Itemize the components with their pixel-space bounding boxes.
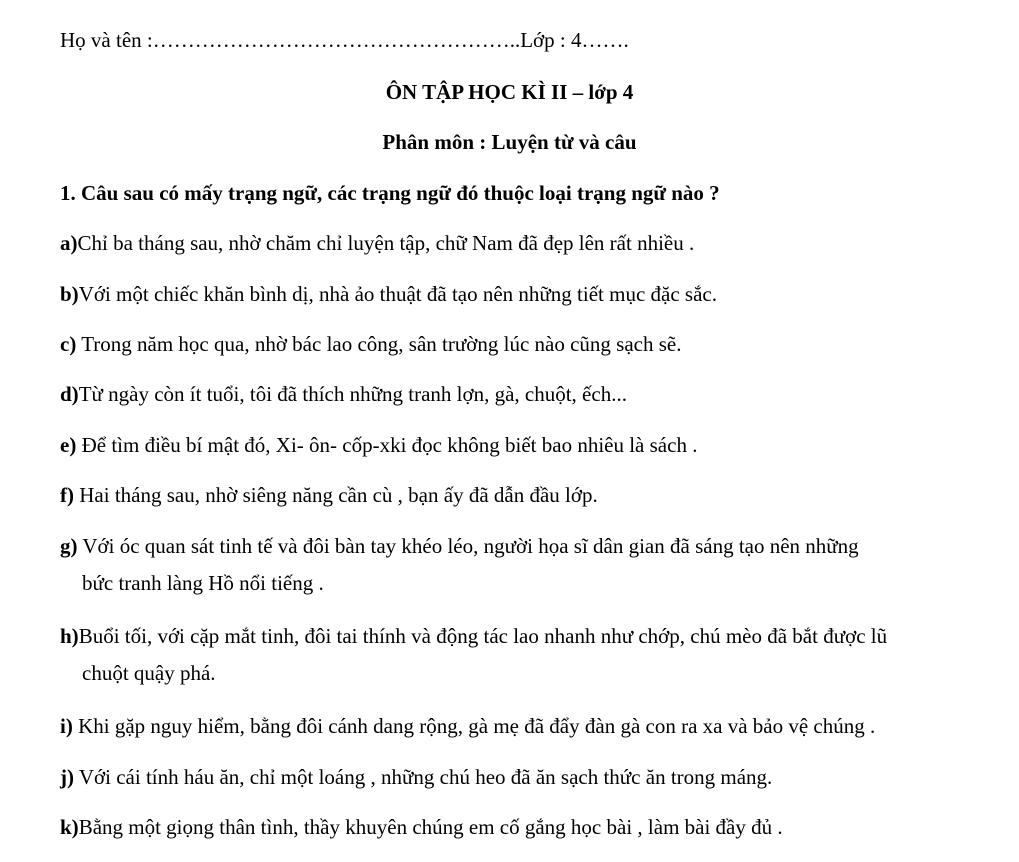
item-text: Bằng một giọng thân tình, thầy khuyên chúng em cố gắng học bài , làm bài đầy đủ .	[78, 815, 783, 839]
item-label: c)	[60, 332, 77, 356]
item-text-continued: chuột quậy phá.	[82, 661, 216, 685]
name-class-line: Họ và tên :……………………………………………..Lớp : 4…….	[60, 28, 629, 52]
exercise-item-i	[60, 714, 875, 739]
item-text: Từ ngày còn ít tuổi, tôi đã thích những tranh lợn, gà, chuột, ếch...	[78, 382, 627, 406]
item-text: Chỉ ba tháng sau, nhờ chăm chỉ luyện tập, chữ Nam đã đẹp lên rất nhiều .	[77, 231, 695, 255]
page-title: ÔN TẬP HỌC KÌ II – lớp 4	[385, 80, 634, 104]
exercise-item-k	[60, 815, 783, 840]
exercise-item-b	[60, 282, 717, 307]
item-text: Với óc quan sát tinh tế và đôi bàn tay khéo léo, người họa sĩ dân gian đã sáng tạo nên những	[77, 534, 859, 558]
item-text: Buổi tối, với cặp mắt tinh, đôi tai thính và động tác lao nhanh như chớp, chú mèo đã bắt được lũ	[78, 624, 888, 648]
item-text: Hai tháng sau, nhờ siêng năng cần cù , bạn ấy đã dẫn đầu lớp.	[74, 483, 598, 507]
item-label: e)	[60, 433, 77, 457]
item-text: Khi gặp nguy hiểm, bằng đôi cánh dang rộng, gà mẹ đã đẩy đàn gà con ra xa và bảo vệ chúng .	[72, 714, 876, 738]
exercise-item-a	[60, 231, 694, 256]
item-label: b)	[60, 282, 79, 306]
item-text: Với một chiếc khăn bình dị, nhà ảo thuật đã tạo nên những tiết mục đặc sắc.	[78, 282, 717, 306]
item-label: h)	[60, 624, 79, 648]
item-label: d)	[60, 382, 79, 406]
item-text: Để tìm điều bí mật đó, Xi- ôn- cốp-xki đọc không biết bao nhiêu là sách .	[76, 433, 698, 457]
item-text-continued: bức tranh làng Hồ nổi tiếng .	[82, 571, 324, 595]
item-text: Trong năm học qua, nhờ bác lao công, sân trường lúc nào cũng sạch sẽ.	[76, 332, 682, 356]
exercise-item-d	[60, 382, 627, 407]
item-label: f)	[60, 483, 74, 507]
exercise-item-h	[60, 624, 887, 686]
item-label: j)	[60, 765, 74, 789]
question-heading: 1. Câu sau có mấy trạng ngữ, các trạng ngữ đó thuộc loại trạng ngữ nào ?	[60, 181, 720, 205]
item-label: i)	[60, 714, 73, 738]
subject-title: Phân môn : Luyện từ và câu	[382, 130, 637, 154]
item-label: g)	[60, 534, 78, 558]
exercise-item-c	[60, 332, 681, 357]
exercise-item-j	[60, 765, 772, 790]
exercise-item-e	[60, 433, 697, 458]
exercise-item-g	[60, 534, 859, 596]
item-label: k)	[60, 815, 79, 839]
exercise-item-f	[60, 483, 598, 508]
item-text: Với cái tính háu ăn, chỉ một loáng , những chú heo đã ăn sạch thức ăn trong máng.	[74, 765, 773, 789]
item-label: a)	[60, 231, 78, 255]
